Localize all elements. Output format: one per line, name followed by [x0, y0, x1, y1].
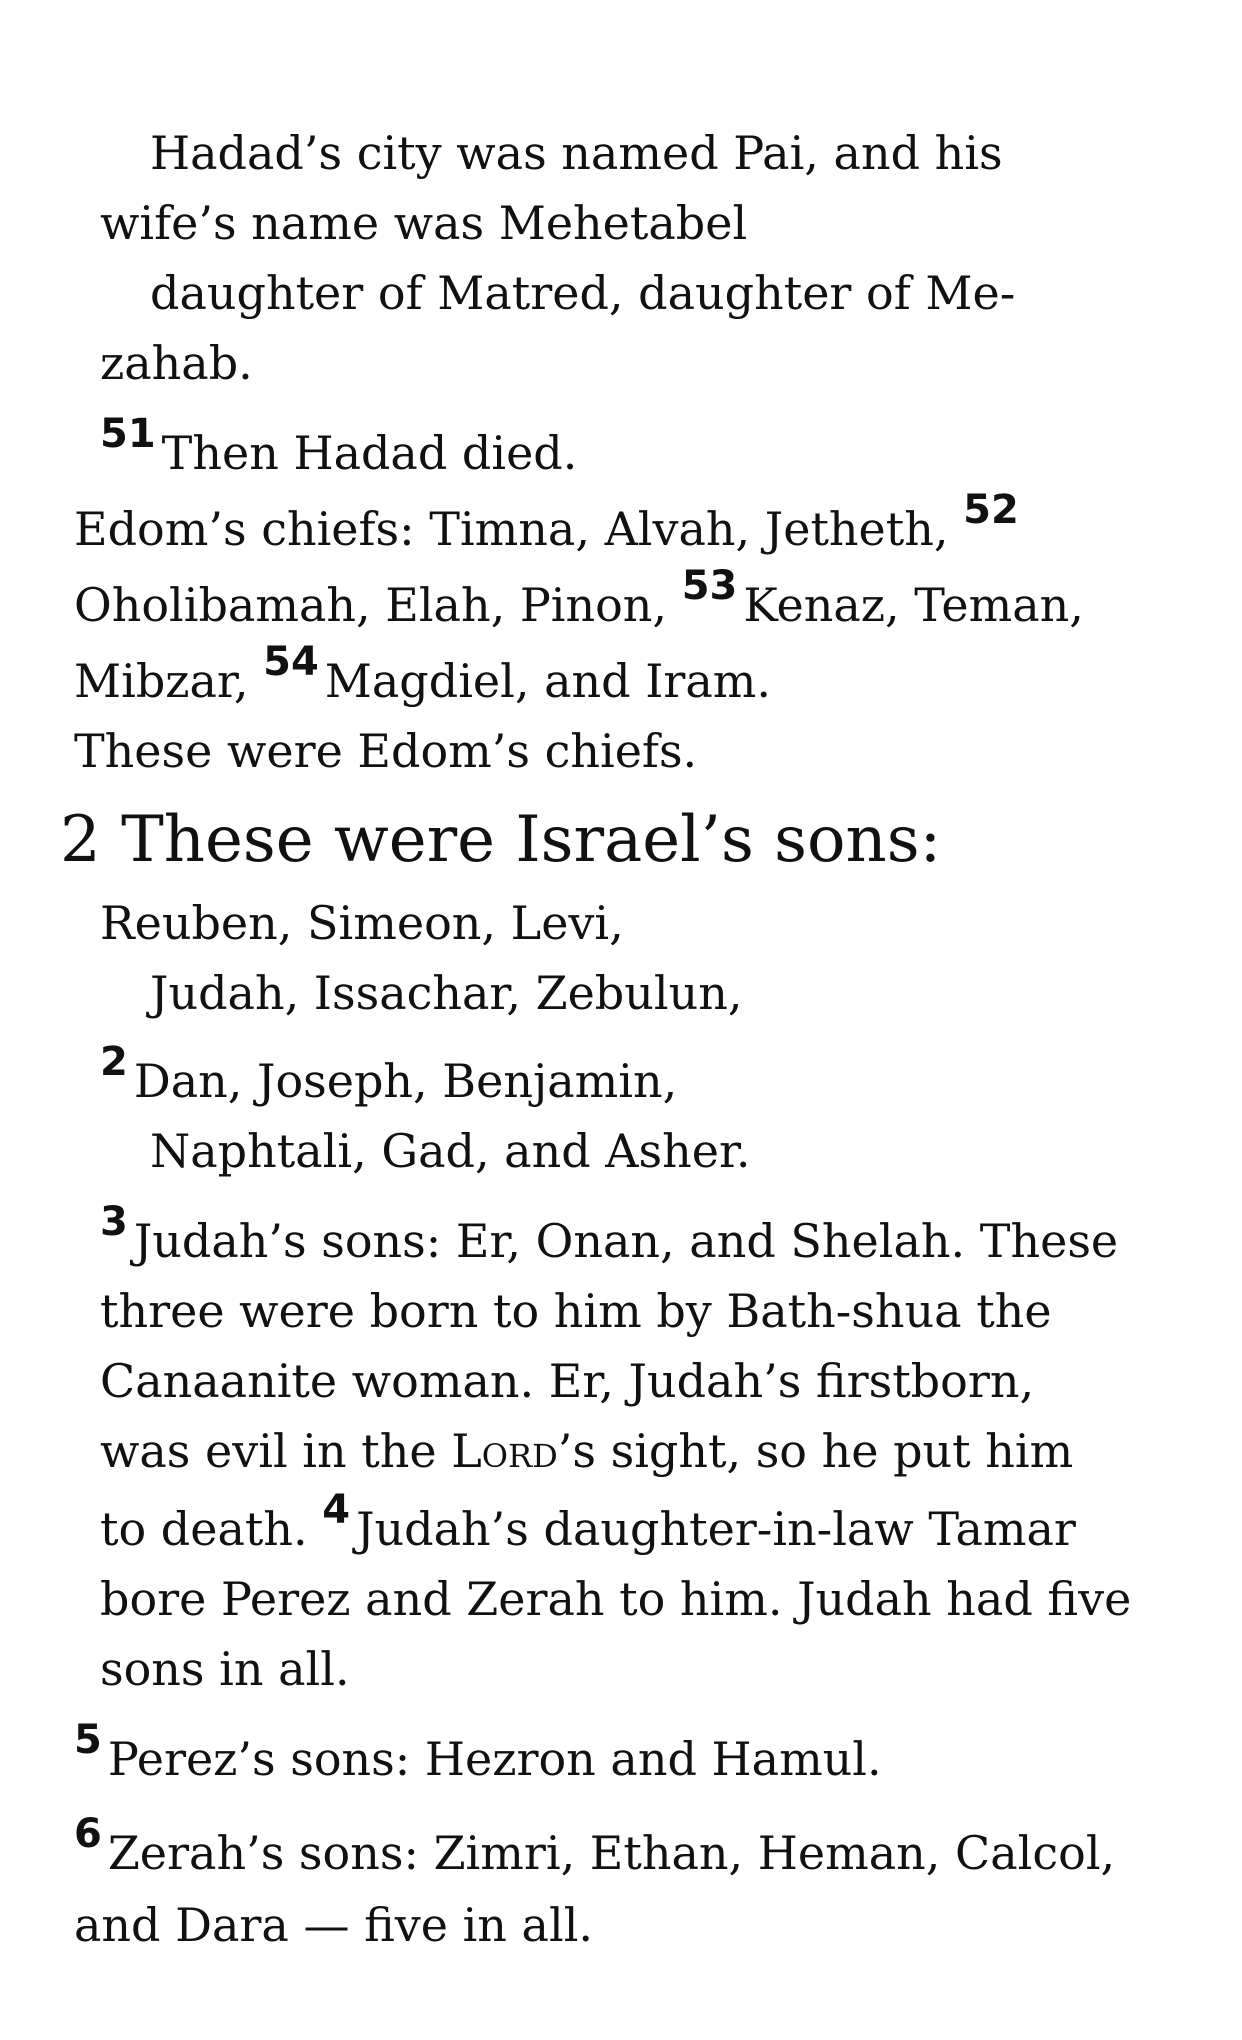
verse-number: 54: [263, 639, 319, 685]
text-line: wife’s name was Mehetabel: [100, 196, 748, 250]
chapter-title: These were Israel’s sons:: [121, 803, 942, 877]
text-line: These were Edom’s chiefs.: [74, 724, 698, 778]
verse-number: 4: [322, 1487, 351, 1533]
verse-5: 5 Perez’s sons: Hezron and Hamul.: [74, 1717, 882, 1786]
verse-number: 51: [100, 411, 156, 457]
text-line: zahab.: [100, 336, 253, 390]
verse-number: 3: [100, 1199, 128, 1245]
text-line: Judah, Issachar, Zebulun,: [150, 966, 743, 1020]
verse-2: 2 Dan, Joseph, Benjamin,: [100, 1039, 678, 1108]
text-line: bore Perez and Zerah to him. Judah had five: [100, 1572, 1132, 1626]
divine-name: Lord: [451, 1424, 558, 1478]
text-line: to death. 4 Judah’s daughter-in-law Tamar: [100, 1487, 1076, 1556]
text-line: Edom’s chiefs: Timna, Alvah, Jetheth, 52: [74, 487, 1019, 556]
text-line: Oholibamah, Elah, Pinon, 53 Kenaz, Teman,: [74, 563, 1084, 632]
verse-number: 5: [74, 1717, 102, 1763]
text-line: daughter of Matred, daughter of Me-: [150, 266, 1016, 320]
text-line: and Dara — five in all.: [74, 1898, 594, 1952]
chapter-heading: [60, 795, 941, 885]
verse-51: 51 Then Hadad died.: [100, 411, 578, 480]
verse-number: 52: [963, 487, 1019, 533]
verse-6: 6 Zerah’s sons: Zimri, Ethan, Heman, Calcol,: [74, 1811, 1116, 1880]
verse-number: 2: [100, 1039, 128, 1085]
text-line: Naphtali, Gad, and Asher.: [150, 1124, 751, 1178]
chapter-number: 2: [60, 803, 101, 877]
verse-3: 3 Judah’s sons: Er, Onan, and Shelah. These: [100, 1199, 1119, 1268]
text-line: three were born to him by Bath-shua the: [100, 1284, 1052, 1338]
text-line: sons in all.: [100, 1642, 350, 1696]
verse-number: 53: [681, 563, 738, 609]
text-line: Hadad’s city was named Pai, and his: [150, 126, 1003, 180]
text-line: Mibzar, 54 Magdiel, and Iram.: [74, 639, 772, 708]
text-line: Canaanite woman. Er, Judah’s firstborn,: [100, 1354, 1035, 1408]
verse-number: 6: [74, 1811, 102, 1857]
text-line: was evil in the Lord’s sight, so he put him: [100, 1424, 1074, 1478]
text-line: Reuben, Simeon, Levi,: [100, 896, 624, 950]
